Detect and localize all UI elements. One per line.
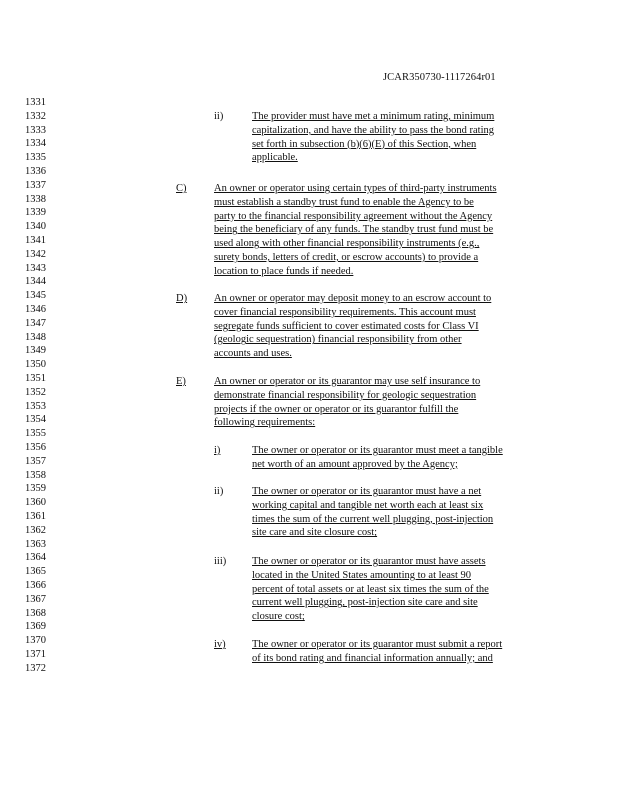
line-number: 1335: [25, 152, 46, 164]
line-number: 1354: [25, 414, 46, 426]
line-number: 1366: [25, 580, 46, 591]
line-number: 1361: [25, 511, 46, 522]
paragraph-iii-line: located in the United States amounting to at least 90: [252, 569, 471, 581]
paragraph-ii-line: The owner or operator or its guarantor must have a net: [252, 486, 482, 497]
marker-iv: iv): [214, 639, 226, 650]
line-number: 1334: [25, 138, 46, 150]
paragraph-iii-line: closure cost;: [252, 611, 305, 623]
marker-ii-top: ii): [214, 111, 224, 122]
line-number: 1340: [25, 221, 46, 233]
paragraph-ii-top-line: The provider must have met a minimum rating, minimum: [252, 111, 495, 122]
paragraph-C-line: being the beneficiary of any funds. The standby trust fund must be: [214, 224, 494, 236]
line-number: 1333: [25, 124, 46, 136]
paragraph-C-line: must establish a standby trust fund to enable the Agency to be: [214, 196, 474, 208]
line-number: 1331: [25, 97, 46, 108]
paragraph-iii-line: percent of total assets or at least six times the sum of the: [252, 583, 489, 595]
line-number: 1352: [25, 386, 46, 398]
line-number: 1351: [25, 373, 46, 384]
line-number: 1363: [25, 538, 46, 550]
line-number: 1362: [25, 524, 46, 536]
paragraph-iii-line: The owner or operator or its guarantor must have assets: [252, 556, 486, 567]
paragraph-i-line: The owner or operator or its guarantor must meet a tangible: [252, 445, 503, 456]
line-number: 1348: [25, 331, 46, 343]
paragraph-C-line: surety bonds, letters of credit, or escrow accounts) to provide a: [214, 252, 479, 263]
line-number: 1368: [25, 607, 46, 619]
line-number: 1371: [25, 649, 46, 660]
line-number: 1341: [25, 235, 46, 246]
line-number: 1355: [25, 428, 46, 440]
paragraph-D-line: accounts and uses.: [214, 348, 292, 360]
paragraph-ii-top-line: set forth in subsection (b)(6)(E) of this Section, when: [252, 138, 477, 150]
line-number: 1346: [25, 304, 46, 315]
paragraph-i-line: net worth of an amount approved by the Agency;: [252, 458, 458, 470]
paragraph-E-line: demonstrate financial responsibility for geologic sequestration: [214, 389, 477, 401]
line-number: 1337: [25, 179, 46, 191]
paragraph-ii-line: working capital and tangible net worth each at least six: [252, 499, 484, 511]
paragraph-ii-line: times the sum of the current well plugging, post-injection: [252, 513, 494, 525]
line-number: 1347: [25, 317, 46, 329]
paragraph-ii-top-line: capitalization, and have the ability to pass the bond rating: [252, 124, 495, 136]
line-number: 1358: [25, 469, 46, 481]
line-number: 1369: [25, 621, 46, 633]
line-number: 1367: [25, 593, 46, 605]
line-number: 1339: [25, 207, 46, 219]
line-number: 1343: [25, 262, 46, 274]
paragraph-ii-top-line: applicable.: [252, 152, 298, 164]
line-number: 1342: [25, 248, 46, 260]
paragraph-C-line: used along with other financial responsibility instruments (e.g.,: [214, 238, 480, 250]
line-number: 1372: [25, 662, 46, 674]
line-number: 1357: [25, 455, 46, 467]
marker-ii: ii): [214, 486, 224, 497]
line-number: 1365: [25, 566, 46, 578]
marker-iii: iii): [214, 556, 227, 567]
paragraph-D-line: (geologic sequestration) financial responsibility from other: [214, 334, 462, 346]
paragraph-E-line: An owner or operator or its guarantor may use self insurance to: [214, 376, 481, 387]
paragraph-D-line: cover financial responsibility requirements. This account must: [214, 306, 476, 318]
line-number: 1359: [25, 483, 46, 495]
line-number: 1350: [25, 359, 46, 371]
paragraph-D-line: segregate funds sufficient to cover estimated costs for Class VI: [214, 320, 479, 332]
paragraph-iii-line: current well plugging, post-injection site care and site: [252, 597, 478, 609]
marker-E: E): [176, 376, 186, 387]
marker-i: i): [214, 445, 221, 456]
line-number: 1360: [25, 497, 46, 509]
line-number: 1364: [25, 552, 46, 564]
paragraph-E-line: following requirements:: [214, 417, 316, 429]
document-header: JCAR350730-1117264r01: [383, 72, 496, 83]
line-number: 1370: [25, 635, 46, 647]
paragraph-C-line: An owner or operator using certain types of third-party instruments: [214, 183, 497, 194]
paragraph-iv-line: The owner or operator or its guarantor must submit a report: [252, 639, 503, 650]
marker-C: C): [176, 183, 187, 194]
line-number: 1353: [25, 400, 46, 412]
line-number: 1336: [25, 166, 46, 177]
line-number: 1332: [25, 110, 46, 122]
marker-D: D): [176, 293, 188, 304]
line-number: 1349: [25, 345, 46, 357]
paragraph-C-line: location to place funds if needed.: [214, 265, 354, 277]
line-number: 1356: [25, 442, 46, 453]
paragraph-C-line: party to the financial responsibility agreement without the Agency: [214, 210, 493, 222]
paragraph-ii-line: site care and site closure cost;: [252, 527, 378, 539]
paragraph-E-line: projects if the owner or operator or its guarantor fulfill the: [214, 403, 459, 415]
line-number: 1344: [25, 276, 46, 288]
line-number: 1345: [25, 290, 46, 302]
line-number: 1338: [25, 193, 46, 205]
paragraph-D-line: An owner or operator may deposit money to an escrow account to: [214, 293, 492, 304]
paragraph-iv-line: of its bond rating and financial information annually; and: [252, 652, 493, 664]
